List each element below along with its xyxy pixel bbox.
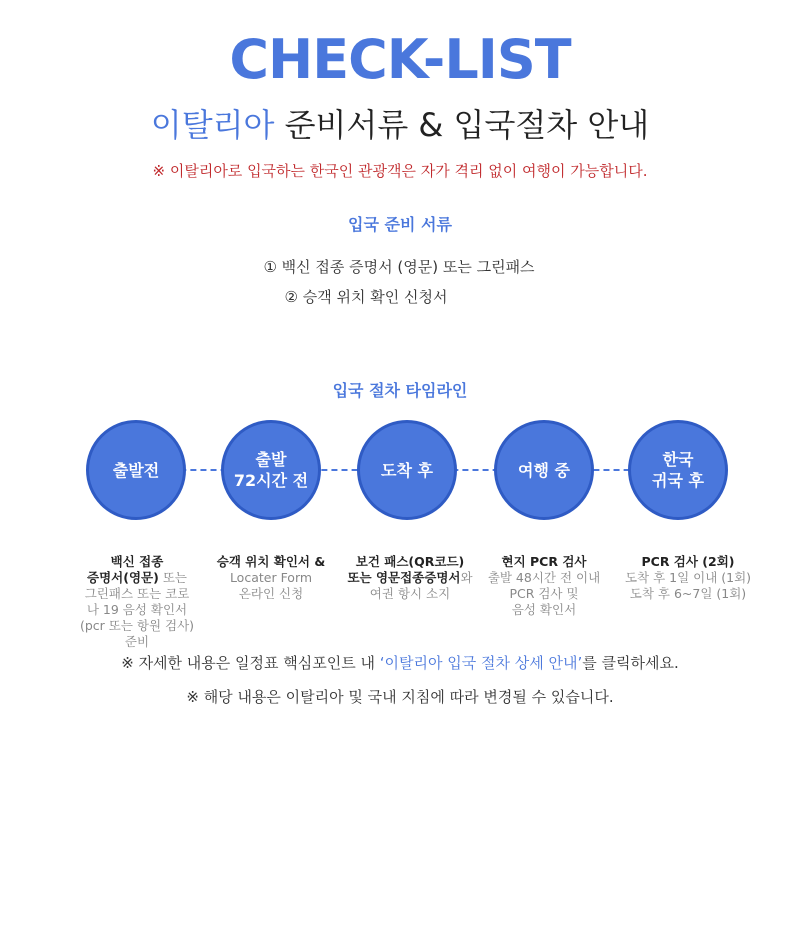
document-item-1: ① 백신 접종 증명서 (영문) 또는 그린패스 xyxy=(263,258,535,276)
step-desc-bold: 보건 패스(QR코드) 또는 영문접종증명서 xyxy=(347,554,465,585)
step-desc-bold: 승객 위치 확인서 & xyxy=(216,554,326,569)
step-desc-text: 도착 후 1일 이내 (1회) 도착 후 6~7일 (1회) xyxy=(624,570,752,601)
step-circle-departure-before: 출발전 xyxy=(86,420,186,520)
document-item-2: ② 승객 위치 확인 신청서 xyxy=(284,288,448,306)
step-circle-72h-before: 출발 72시간 전 xyxy=(221,420,321,520)
quarantine-notice: ※ 이탈리아로 입국하는 한국인 관광객은 자가 격리 없이 여행이 가능합니다. xyxy=(152,162,648,180)
page-title: CHECK-LIST xyxy=(229,28,571,91)
subtitle-country: 이탈리아 xyxy=(150,106,275,144)
step-desc-text: 출발 48시간 전 이내 PCR 검사 및 음성 확인서 xyxy=(487,570,601,617)
step-desc-bold: 현지 PCR 검사 xyxy=(501,554,587,569)
step-desc-text: 와 여권 항시 소지 xyxy=(369,570,473,601)
step-circle-after-return: 한국 귀국 후 xyxy=(628,420,728,520)
step-circle-after-arrival: 도착 후 xyxy=(357,420,457,520)
step-desc-during-travel xyxy=(474,538,614,618)
step-desc-departure-before xyxy=(67,538,207,650)
footer-note-text: ※ 자세한 내용은 일정표 핵심포인트 내 xyxy=(121,654,380,672)
documents-heading: 입국 준비 서류 xyxy=(348,215,452,234)
footer-change-note: ※ 해당 내용은 이탈리아 및 국내 지침에 따라 변경될 수 있습니다. xyxy=(186,688,614,706)
step-desc-bold: 백신 접종 증명서(영문) xyxy=(87,554,164,585)
page-subtitle xyxy=(0,100,800,146)
footer-detail-note xyxy=(0,652,800,673)
step-desc-text: Locater Form 온라인 신청 xyxy=(229,570,313,601)
step-desc-bold: PCR 검사 (2회) xyxy=(641,554,735,569)
subtitle-rest: 준비서류 & 입국절차 안내 xyxy=(274,106,650,144)
step-desc-after-return xyxy=(613,538,763,602)
detail-guide-link[interactable]: ‘이탈리아 입국 절차 상세 안내’ xyxy=(379,654,583,672)
footer-note-text-end: 를 클릭하세요. xyxy=(582,654,679,672)
step-circle-during-travel: 여행 중 xyxy=(494,420,594,520)
step-desc-after-arrival xyxy=(330,538,490,602)
step-desc-72h-before xyxy=(201,538,341,602)
timeline-heading: 입국 절차 타임라인 xyxy=(332,381,468,400)
timeline xyxy=(0,420,800,530)
step-desc-text: 또는 그린패스 또는 코로 나 19 음성 확인서 (pcr 또는 항원 검사) 준비 xyxy=(79,570,195,649)
